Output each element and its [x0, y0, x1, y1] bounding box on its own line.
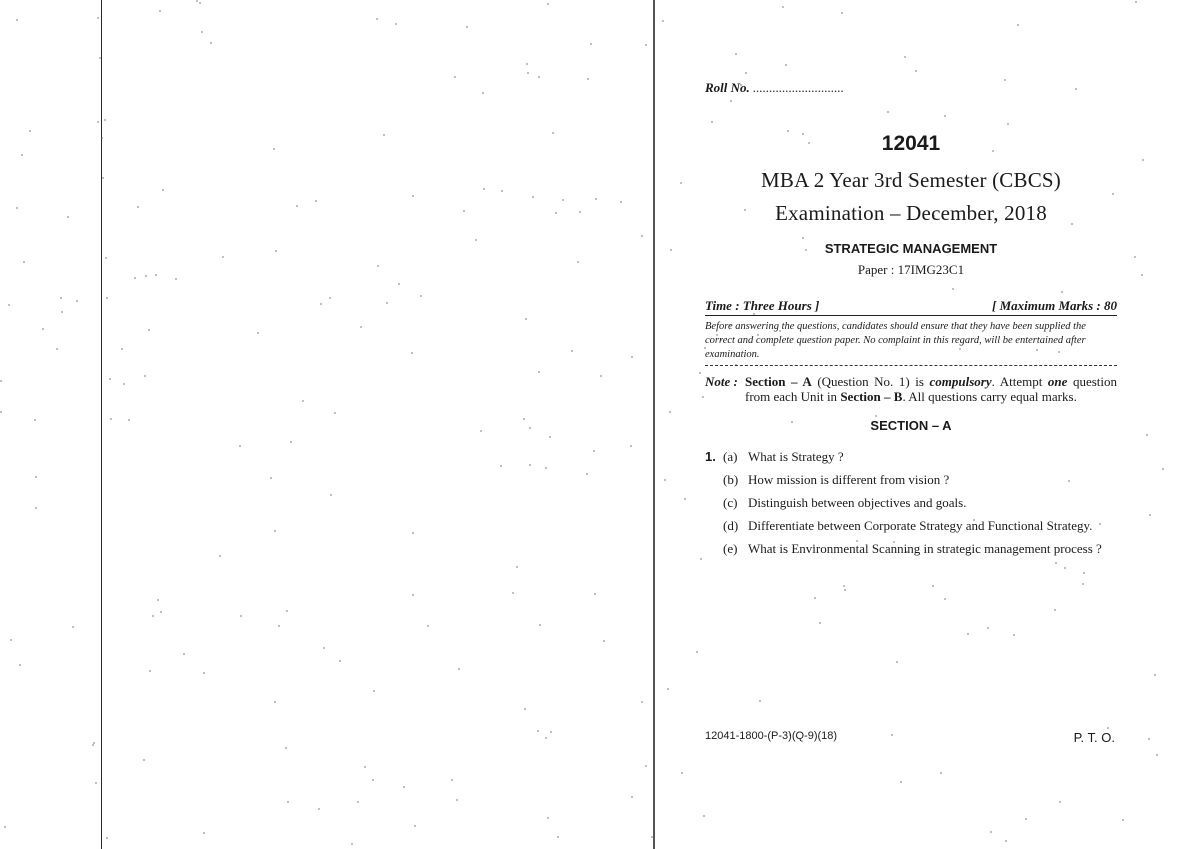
- scan-speck: [735, 53, 737, 55]
- scan-speck: [160, 611, 162, 613]
- scan-speck: [102, 177, 104, 179]
- left-scan-line: [101, 0, 102, 849]
- scan-speck: [0, 380, 2, 382]
- scan-speck: [97, 17, 99, 19]
- scan-speck: [134, 277, 136, 279]
- scan-speck: [670, 249, 672, 251]
- scan-speck: [587, 78, 589, 80]
- scan-speck: [529, 427, 531, 429]
- scan-speck: [555, 212, 557, 214]
- scan-speck: [547, 817, 549, 819]
- scan-speck: [990, 831, 992, 833]
- scan-speck: [4, 826, 6, 828]
- scan-speck: [412, 594, 414, 596]
- question-item: [705, 495, 1117, 510]
- scan-speck: [745, 72, 747, 74]
- roll-dots: ............................: [753, 80, 845, 95]
- question-number: 1.: [705, 449, 716, 464]
- scan-speck: [278, 625, 280, 627]
- scan-speck: [95, 782, 97, 784]
- question-item: [705, 541, 1117, 556]
- scan-speck: [526, 63, 528, 65]
- scan-speck: [16, 19, 18, 21]
- scan-speck: [782, 6, 784, 8]
- scan-speck: [814, 597, 816, 599]
- roll-number-field: [705, 80, 1117, 96]
- paper-number: Paper : 17IMG23C1: [857, 262, 965, 277]
- scan-speck: [101, 137, 103, 139]
- scan-speck: [403, 786, 405, 788]
- scan-speck: [590, 43, 592, 45]
- scan-speck: [320, 303, 322, 305]
- item-label: (c): [723, 495, 738, 510]
- scan-speck: [376, 18, 378, 20]
- scan-speck: [586, 473, 588, 475]
- scan-speck: [524, 708, 526, 710]
- question-item: [705, 518, 1117, 533]
- note-part: question from each Unit in: [745, 374, 1117, 404]
- scan-speck: [512, 592, 514, 594]
- note-one: one: [1047, 374, 1068, 389]
- scan-speck: [547, 3, 549, 5]
- scan-speck: [1017, 24, 1019, 26]
- scan-speck: [159, 10, 161, 12]
- scan-speck: [239, 445, 241, 447]
- scan-speck: [162, 189, 164, 191]
- scan-speck: [630, 445, 632, 447]
- scan-speck: [274, 701, 276, 703]
- scan-speck: [427, 625, 429, 627]
- scan-speck: [1064, 567, 1066, 569]
- scan-speck: [483, 188, 485, 190]
- scan-speck: [357, 801, 359, 803]
- scan-speck: [759, 700, 761, 702]
- footer-code: 12041-1800-(P-3)(Q-9)(18): [705, 730, 838, 742]
- scan-speck: [620, 201, 622, 203]
- note-text: [745, 374, 1117, 404]
- scan-speck: [274, 530, 276, 532]
- scan-speck: [42, 328, 44, 330]
- scan-speck: [196, 0, 198, 2]
- note-block: [705, 374, 1117, 404]
- scan-speck: [1134, 256, 1136, 258]
- scan-speck: [562, 199, 564, 201]
- scan-speck: [372, 779, 374, 781]
- scan-speck: [203, 832, 205, 834]
- scan-speck: [579, 211, 581, 213]
- scan-speck: [104, 119, 106, 121]
- scan-speck: [412, 195, 414, 197]
- scan-speck: [527, 72, 529, 74]
- scan-speck: [152, 615, 154, 617]
- scan-speck: [34, 419, 36, 421]
- scan-speck: [72, 626, 74, 628]
- note-label: Note :: [705, 374, 738, 389]
- scan-speck: [667, 688, 669, 690]
- scan-speck: [595, 198, 597, 200]
- scan-speck: [106, 297, 108, 299]
- scan-speck: [664, 479, 666, 481]
- scan-speck: [56, 348, 58, 350]
- scan-speck: [21, 154, 23, 156]
- scan-speck: [545, 467, 547, 469]
- item-label: (e): [723, 541, 738, 556]
- page-footer: [705, 730, 1115, 745]
- scan-speck: [1162, 468, 1164, 470]
- scan-speck: [463, 210, 465, 212]
- scan-speck: [577, 261, 579, 263]
- note-section-a: Section – A: [745, 374, 812, 389]
- question-item: [705, 449, 1117, 464]
- scan-speck: [0, 411, 2, 413]
- scan-speck: [843, 585, 845, 587]
- scan-speck: [386, 302, 388, 304]
- scan-speck: [16, 207, 18, 209]
- scan-speck: [148, 329, 150, 331]
- scan-speck: [395, 23, 397, 25]
- scan-speck: [915, 70, 917, 72]
- scan-speck: [603, 640, 605, 642]
- scan-speck: [696, 651, 698, 653]
- scan-speck: [128, 419, 130, 421]
- item-text: How mission is different from vision ?: [748, 472, 950, 487]
- scan-speck: [334, 412, 336, 414]
- scan-speck: [552, 132, 554, 134]
- scan-speck: [532, 196, 534, 198]
- scan-speck: [454, 76, 456, 78]
- scan-speck: [8, 304, 10, 306]
- item-text: What is Environmental Scanning in strategic management process ?: [748, 541, 1102, 556]
- scan-speck: [123, 383, 125, 385]
- scan-speck: [550, 731, 552, 733]
- scan-speck: [183, 653, 185, 655]
- scan-speck: [500, 465, 502, 467]
- item-text: Differentiate between Corporate Strategy and Functional Strategy.: [748, 518, 1093, 533]
- scan-speck: [1146, 434, 1148, 436]
- scan-speck: [240, 615, 242, 617]
- scan-speck: [593, 450, 595, 452]
- scan-speck: [302, 400, 304, 402]
- item-text: What is Strategy ?: [748, 449, 844, 464]
- note-section-b: Section – B: [840, 389, 903, 404]
- please-turn-over: P. T. O.: [1073, 730, 1115, 745]
- scan-speck: [155, 274, 157, 276]
- time-marks-row: [705, 298, 1117, 316]
- scan-speck: [653, 279, 655, 281]
- scan-speck: [373, 690, 375, 692]
- scan-speck: [631, 356, 633, 358]
- scan-speck: [482, 92, 484, 94]
- scan-speck: [1013, 634, 1015, 636]
- scan-speck: [1156, 754, 1158, 756]
- scan-speck: [275, 250, 277, 252]
- scan-speck: [67, 216, 69, 218]
- scan-speck: [273, 148, 275, 150]
- scan-speck: [323, 647, 325, 649]
- scan-speck: [286, 610, 288, 612]
- item-label: (a): [723, 449, 738, 464]
- note-part: (Question No. 1) is: [811, 374, 930, 389]
- scan-speck: [1122, 819, 1124, 821]
- maximum-marks: [ Maximum Marks : 80: [992, 298, 1117, 313]
- scan-speck: [157, 599, 159, 601]
- scan-speck: [819, 622, 821, 624]
- scan-speck: [137, 206, 139, 208]
- scan-speck: [545, 737, 547, 739]
- scan-speck: [1142, 159, 1144, 161]
- scan-speck: [940, 772, 942, 774]
- scan-speck: [110, 418, 112, 420]
- scan-speck: [377, 265, 379, 267]
- scan-speck: [631, 796, 633, 798]
- scan-speck: [364, 766, 366, 768]
- scan-speck: [1005, 840, 1007, 842]
- candidate-instructions: Before answering the questions, candidates should ensure that they have been supplied the correct and complete question paper. No complaint in this regard, will be entertained after examination.: [705, 320, 1117, 366]
- scan-speck: [10, 639, 12, 641]
- scan-speck: [210, 42, 212, 44]
- scan-speck: [92, 744, 94, 746]
- scan-speck: [600, 375, 602, 377]
- scan-speck: [420, 295, 422, 297]
- scan-speck: [1148, 738, 1150, 740]
- scan-speck: [285, 747, 287, 749]
- scan-speck: [944, 598, 946, 600]
- scan-speck: [932, 585, 934, 587]
- subject-title: STRATEGIC MANAGEMENT: [824, 241, 998, 256]
- scan-speck: [61, 311, 63, 313]
- exam-session: Examination – December, 2018: [775, 201, 1047, 225]
- scan-speck: [669, 411, 671, 413]
- scan-speck: [339, 660, 341, 662]
- scan-speck: [1059, 801, 1061, 803]
- scan-speck: [201, 31, 203, 33]
- scan-speck: [203, 672, 205, 674]
- scan-speck: [699, 372, 701, 374]
- scan-speck: [538, 371, 540, 373]
- scan-speck: [458, 668, 460, 670]
- item-text: Distinguish between objectives and goals.: [748, 495, 967, 510]
- scan-speck: [1025, 818, 1027, 820]
- scan-speck: [516, 566, 518, 568]
- scan-speck: [594, 593, 596, 595]
- scan-speck: [681, 772, 683, 774]
- scan-speck: [1054, 609, 1056, 611]
- scan-speck: [318, 808, 320, 810]
- scan-speck: [35, 507, 37, 509]
- scan-speck: [480, 430, 482, 432]
- note-compulsory: compulsory: [929, 374, 992, 389]
- scan-speck: [841, 12, 843, 14]
- scan-speck: [1082, 583, 1084, 585]
- scan-speck: [76, 300, 78, 302]
- scan-speck: [700, 558, 702, 560]
- scan-speck: [175, 278, 177, 280]
- exam-title: MBA 2 Year 3rd Semester (CBCS): [760, 168, 1061, 192]
- scan-speck: [60, 297, 62, 299]
- item-label: (d): [723, 518, 739, 533]
- scan-speck: [1154, 674, 1156, 676]
- scan-speck: [23, 261, 25, 263]
- scan-speck: [501, 190, 503, 192]
- scan-speck: [29, 130, 31, 132]
- scan-speck: [529, 464, 531, 466]
- scan-speck: [360, 326, 362, 328]
- scan-speck: [1083, 572, 1085, 574]
- scan-speck: [1149, 514, 1151, 516]
- paper-code: 12041: [881, 132, 941, 155]
- scan-speck: [412, 532, 414, 534]
- scan-speck: [539, 624, 541, 626]
- scan-speck: [351, 843, 353, 845]
- scan-speck: [896, 661, 898, 663]
- scan-speck: [383, 134, 385, 136]
- scan-speck: [330, 494, 332, 496]
- scan-speck: [329, 297, 331, 299]
- scan-speck: [398, 283, 400, 285]
- scan-speck: [844, 589, 846, 591]
- scan-speck: [645, 765, 647, 767]
- scan-speck: [1107, 727, 1109, 729]
- scan-speck: [571, 350, 573, 352]
- scan-speck: [967, 633, 969, 635]
- scan-speck: [411, 352, 413, 354]
- scan-speck: [703, 815, 705, 817]
- scan-speck: [105, 257, 107, 259]
- scan-speck: [523, 418, 525, 420]
- scan-speck: [785, 64, 787, 66]
- scan-speck: [97, 121, 99, 123]
- scan-speck: [222, 256, 224, 258]
- scan-speck: [99, 57, 101, 59]
- scan-speck: [645, 44, 647, 46]
- scan-speck: [641, 701, 643, 703]
- section-a-heading: SECTION – A: [870, 418, 952, 433]
- scan-speck: [109, 378, 111, 380]
- scan-speck: [684, 498, 686, 500]
- question-list: [705, 449, 1117, 556]
- scan-speck: [219, 555, 221, 557]
- scan-speck: [19, 664, 21, 666]
- time-allowed: Time : Three Hours ]: [705, 298, 820, 313]
- scan-speck: [270, 477, 272, 479]
- scan-speck: [106, 837, 108, 839]
- scan-speck: [525, 318, 527, 320]
- scan-speck: [35, 476, 37, 478]
- scan-speck: [456, 799, 458, 801]
- scan-speck: [144, 375, 146, 377]
- scan-speck: [290, 441, 292, 443]
- scan-speck: [651, 836, 653, 838]
- scan-speck: [987, 627, 989, 629]
- scan-speck: [641, 235, 643, 237]
- scan-speck: [702, 396, 704, 398]
- scan-speck: [143, 759, 145, 761]
- item-label: (b): [723, 472, 739, 487]
- scan-speck: [557, 836, 559, 838]
- scan-speck: [538, 76, 540, 78]
- scan-speck: [900, 781, 902, 783]
- scan-speck: [466, 26, 468, 28]
- note-part: . All questions carry equal marks.: [902, 389, 1077, 404]
- scan-speck: [414, 825, 416, 827]
- question-item: [705, 472, 1117, 487]
- scan-speck: [121, 348, 123, 350]
- scan-speck: [680, 182, 682, 184]
- scan-speck: [287, 801, 289, 803]
- scan-speck: [537, 730, 539, 732]
- scan-speck: [662, 20, 664, 22]
- scan-speck: [149, 670, 151, 672]
- scan-speck: [315, 200, 317, 202]
- roll-label: Roll No.: [705, 80, 750, 95]
- scan-speck: [1141, 274, 1143, 276]
- scan-speck: [1135, 1, 1137, 3]
- scan-speck: [475, 239, 477, 241]
- scan-speck: [549, 436, 551, 438]
- scan-speck: [904, 56, 906, 58]
- scan-speck: [145, 275, 147, 277]
- note-part: . Attempt: [991, 374, 1048, 389]
- exam-page: [705, 80, 1117, 564]
- scan-speck: [199, 2, 201, 4]
- center-fold-line: [653, 0, 655, 849]
- scan-speck: [296, 205, 298, 207]
- scan-speck: [257, 332, 259, 334]
- scan-speck: [451, 779, 453, 781]
